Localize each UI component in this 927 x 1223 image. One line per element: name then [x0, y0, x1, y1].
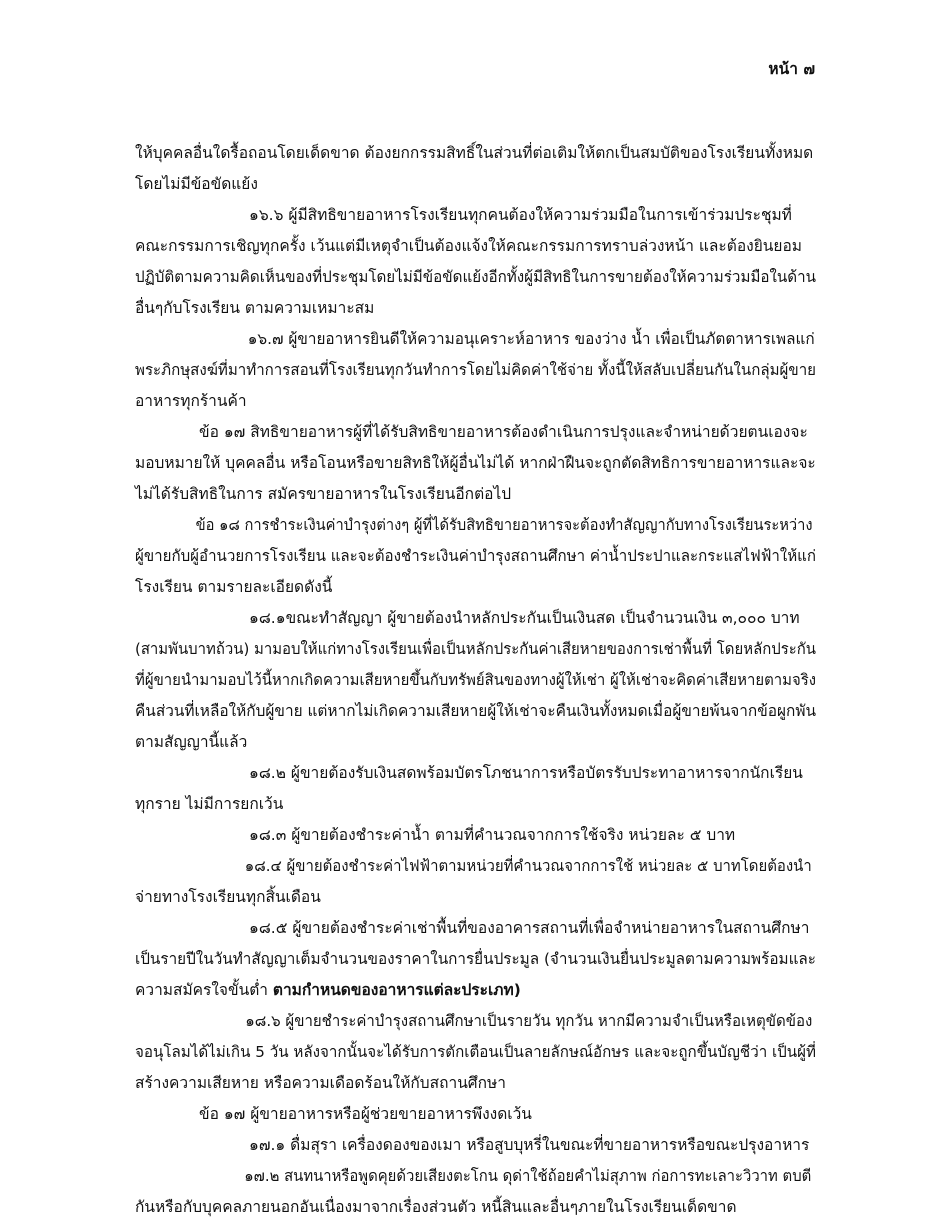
- page-number: หน้า ๗: [768, 60, 815, 78]
- article-17: ข้อ ๑๗ สิทธิขายอาหารผู้ที่ได้รับสิทธิขายอาหารต้องดำเนินการปรุงและจำหน่ายด้วยตนเองจะ: [199, 423, 808, 441]
- text-line: โรงเรียน ตามรายละเอียดดังนี้: [135, 578, 333, 596]
- clause-18-5: ๑๘.๕ ผู้ขายต้องชำระค่าเช่าพื้นที่ของอาคารสถานที่เพื่อจำหน่ายอาหารในสถานศึกษา: [249, 919, 810, 937]
- text-line: (สามพันบาทถ้วน) มามอบให้แก่ทางโรงเรียนเพื่อเป็นหลักประกันค่าเสียหายของการเช่าพื้นที่ โดยหลักประกัน: [135, 640, 816, 658]
- document-body: [135, 138, 816, 1223]
- clause-18-3: ๑๘.๓ ผู้ขายต้องชำระค่าน้ำ ตามที่คำนวณจากการใช้จริง หน่วยละ ๕ บาท: [249, 826, 736, 844]
- text-line: โดยไม่มีข้อขัดแย้ง: [135, 175, 258, 193]
- text-line: สร้างความเสียหาย หรือความเดือดร้อนให้กับสถานศึกษา: [135, 1074, 506, 1092]
- text-normal: ความสมัครใจขั้นต่ำ: [135, 981, 273, 999]
- clause-18-6: ๑๘.๖ ผู้ขายชำระค่าบำรุงสถานศึกษาเป็นรายวัน ทุกวัน หากมีความจำเป็นหรือเหตุขัดข้อง: [245, 1012, 813, 1030]
- text-line: คืนส่วนที่เหลือให้กับผู้ขาย แต่หากไม่เกิดความเสียหายผู้ให้เช่าจะคืนเงินทั้งหมดเมื่อผู้ขายพ้นจากข้อผูกพัน: [135, 702, 817, 720]
- clause-16-6: ๑๖.๖ ผู้มีสิทธิขายอาหารโรงเรียนทุกคนต้องให้ความร่วมมือในการเข้าร่วมประชุมที่: [249, 206, 792, 224]
- text-line: กันหรือกับบุคคลภายนอกอันเนื่องมาจากเรื่องส่วนตัว หนี้สินและอื่นๆภายในโรงเรียนเด็ดขาด: [135, 1198, 737, 1216]
- text-line: จอนุโลมได้ไม่เกิน 5 วัน หลังจากนั้นจะได้รับการตักเตือนเป็นลายลักษณ์อักษร และจะถูกขึ้นบัญชีว่า เป็นผู้ที่: [135, 1043, 817, 1061]
- text-line: ให้บุคคลอื่นใดรื้อถอนโดยเด็ดขาด ต้องยกกรรมสิทธิ์ในส่วนที่ต่อเติมให้ตกเป็นสมบัติของโรงเรียนทั้งหมด: [135, 144, 814, 162]
- text-line: จ่ายทางโรงเรียนทุกสิ้นเดือน: [135, 888, 321, 906]
- text-line: เป็นรายปีในวันทำสัญญาเต็มจำนวนของราคาในการยื่นประมูล (จำนวนเงินยื่นประมูลตามความพร้อมและ: [135, 950, 817, 968]
- clause-17-2: ๑๗.๒ สนทนาหรือพูดคุยด้วยเสียงตะโกน ดุด่าใช้ถ้อยคำไม่สุภาพ ก่อการทะเลาะวิวาท ตบตี: [244, 1167, 812, 1185]
- clause-18-2: ๑๘.๒ ผู้ขายต้องรับเงินสดพร้อมบัตรโภชนาการหรือบัตรรับประทาอาหารจากนักเรียน: [249, 764, 803, 782]
- text-line: ทุกราย ไม่มีการยกเว้น: [135, 795, 284, 813]
- text-line: ตามสัญญานี้แล้ว: [135, 733, 248, 751]
- text-line: อาหารทุกร้านค้า: [135, 392, 247, 410]
- text-line: อื่นๆกับโรงเรียน ตามความเหมาะสม: [135, 299, 375, 317]
- clause-18-1: ๑๘.๑ขณะทำสัญญา ผู้ขายต้องนำหลักประกันเป็นเงินสด เป็นจำนวนเงิน ๓,๐๐๐ บาท: [249, 609, 800, 627]
- text-line-mixed: [135, 975, 816, 1006]
- text-line: มอบหมายให้ บุคคลอื่น หรือโอนหรือขายสิทธิให้ผู้อื่นไม่ได้ หากฝ่าฝืนจะถูกตัดสิทธิการขายอาหารและจะ: [135, 454, 816, 472]
- clause-18-4: ๑๘.๔ ผู้ขายต้องชำระค่าไฟฟ้าตามหน่วยที่คำนวณจากการใช้ หน่วยละ ๕ บาทโดยต้องนำ: [244, 857, 812, 875]
- text-bold: ตามกำหนดของอาหารแต่ละประเภท): [272, 981, 521, 999]
- text-line: ที่ผู้ขายนำมามอบไว้นี้หากเกิดความเสียหายขึ้นกับทรัพย์สินของทางผู้ให้เช่า ผู้ให้เช่าจะคิดค่าเสียหายตามจริง: [135, 671, 816, 689]
- clause-16-7: ๑๖.๗ ผู้ขายอาหารยินดีให้ความอนุเคราะห์อาหาร ของว่าง น้ำ เพื่อเป็นภัตตาหารเพลแก่: [247, 330, 815, 348]
- clause-17-1: ๑๗.๑ ดื่มสุรา เครื่องดองของเมา หรือสูบบุหรี่ในขณะที่ขายอาหารหรือขณะปรุงอาหาร: [249, 1136, 810, 1154]
- text-line: ผู้ขายกับผู้อำนวยการโรงเรียน และจะต้องชำระเงินค่าบำรุงสถานศึกษา ค่าน้ำประปาและกระแสไฟฟ้าให้แก่: [135, 547, 817, 565]
- text-line: ปฏิบัติตามความคิดเห็นของที่ประชุมโดยไม่มีข้อขัดแย้งอีกทั้งผู้มีสิทธิในการขายต้องให้ความร่วมมือในด้าน: [135, 268, 817, 286]
- text-line: พระภิกษุสงฆ์ที่มาทำการสอนที่โรงเรียนทุกวันทำการโดยไม่คิดค่าใช้จ่าย ทั้งนี้ให้สลับเปลี่ยนกันในกลุ่มผู้ขาย: [135, 361, 817, 379]
- article-17-prohibitions: ข้อ ๑๗ ผู้ขายอาหารหรือผู้ช่วยขายอาหารพึงงดเว้น: [199, 1105, 532, 1123]
- article-18: ข้อ ๑๘ การชำระเงินค่าบำรุงต่างๆ ผู้ที่ได้รับสิทธิขายอาหารจะต้องทำสัญญากับทางโรงเรียนระหว่าง: [195, 516, 813, 534]
- text-line: ไม่ได้รับสิทธิในการ สมัครขายอาหารในโรงเรียนอีกต่อไป: [135, 485, 512, 503]
- text-line: คณะกรรมการเชิญทุกครั้ง เว้นแต่มีเหตุจำเป็นต้องแจ้งให้คณะกรรมการทราบล่วงหน้า และต้องยินยอม: [135, 237, 802, 255]
